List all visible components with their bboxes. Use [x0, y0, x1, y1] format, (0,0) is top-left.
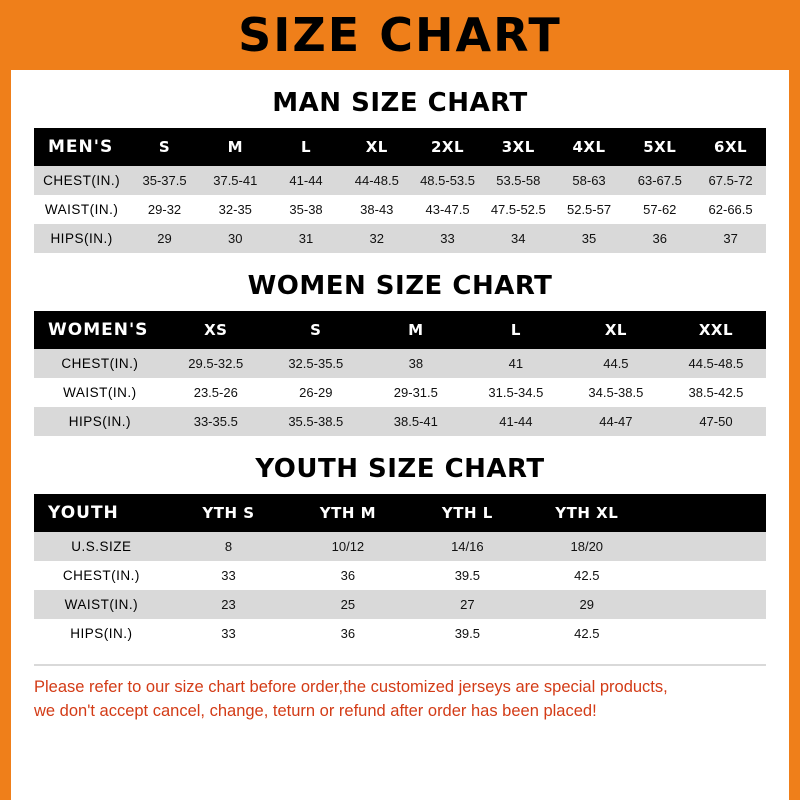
cell: 27	[408, 590, 527, 619]
cell: 47-50	[666, 407, 766, 436]
cell: 33	[169, 561, 288, 590]
cell: 36	[288, 561, 407, 590]
column-header: XXL	[666, 311, 766, 349]
column-header: 4XL	[554, 128, 625, 166]
cell-empty	[647, 561, 767, 590]
column-header: XL	[341, 128, 412, 166]
column-header: 5XL	[624, 128, 695, 166]
cell: 31	[271, 224, 342, 253]
row-label: WAIST(IN.)	[34, 378, 166, 407]
row-label: WAIST(IN.)	[34, 195, 129, 224]
table-row	[34, 407, 766, 436]
section-title-women: WOMEN SIZE CHART	[247, 271, 553, 301]
column-header: XL	[566, 311, 666, 349]
row-label: HIPS(IN.)	[34, 619, 169, 648]
cell: 14/16	[408, 532, 527, 561]
cell: 8	[169, 532, 288, 561]
men-size-table	[34, 128, 766, 253]
cell: 32.5-35.5	[266, 349, 366, 378]
cell: 44.5-48.5	[666, 349, 766, 378]
cell: 42.5	[527, 619, 646, 648]
cell: 53.5-58	[483, 166, 554, 195]
column-header: L	[466, 311, 566, 349]
content	[11, 88, 789, 724]
column-header: S	[266, 311, 366, 349]
cell: 38-43	[341, 195, 412, 224]
youth-size-table	[34, 494, 766, 648]
cell: 37	[695, 224, 766, 253]
table-row	[34, 166, 766, 195]
cell: 32-35	[200, 195, 271, 224]
cell: 44-48.5	[341, 166, 412, 195]
cell: 63-67.5	[624, 166, 695, 195]
table-row	[34, 619, 766, 648]
cell: 32	[341, 224, 412, 253]
cell: 58-63	[554, 166, 625, 195]
section-title-youth: YOUTH SIZE CHART	[255, 454, 545, 484]
cell: 26-29	[266, 378, 366, 407]
column-header: 2XL	[412, 128, 483, 166]
cell: 35-38	[271, 195, 342, 224]
page-title: SIZE CHART	[238, 8, 562, 62]
column-header: YOUTH	[34, 494, 169, 532]
table-row	[34, 224, 766, 253]
column-header: MEN'S	[34, 128, 129, 166]
cell-empty	[647, 532, 767, 561]
column-header: M	[200, 128, 271, 166]
cell: 29-32	[129, 195, 200, 224]
cell: 38.5-42.5	[666, 378, 766, 407]
table-header-row	[34, 128, 766, 166]
cell: 37.5-41	[200, 166, 271, 195]
footer-note-line-2: we don't accept cancel, change, teturn or refund after order has been placed!	[34, 701, 597, 720]
table-row	[34, 561, 766, 590]
table-row	[34, 195, 766, 224]
cell: 48.5-53.5	[412, 166, 483, 195]
cell: 36	[288, 619, 407, 648]
cell: 41-44	[271, 166, 342, 195]
cell: 36	[624, 224, 695, 253]
row-label: U.S.SIZE	[34, 532, 169, 561]
column-header: 6XL	[695, 128, 766, 166]
women-size-table	[34, 311, 766, 436]
cell: 42.5	[527, 561, 646, 590]
column-header-empty	[647, 494, 767, 532]
cell: 52.5-57	[554, 195, 625, 224]
cell: 44-47	[566, 407, 666, 436]
cell: 10/12	[288, 532, 407, 561]
table-row	[34, 532, 766, 561]
cell: 30	[200, 224, 271, 253]
cell: 29	[129, 224, 200, 253]
cell: 39.5	[408, 561, 527, 590]
cell-empty	[647, 619, 767, 648]
cell-empty	[647, 590, 767, 619]
column-header: YTH S	[169, 494, 288, 532]
cell: 34	[483, 224, 554, 253]
column-header: L	[271, 128, 342, 166]
cell: 23	[169, 590, 288, 619]
column-header: XS	[166, 311, 266, 349]
table-row	[34, 349, 766, 378]
cell: 38.5-41	[366, 407, 466, 436]
column-header: M	[366, 311, 466, 349]
footer-note-line-1: Please refer to our size chart before order,the customized jerseys are special products,	[34, 678, 668, 696]
cell: 62-66.5	[695, 195, 766, 224]
footer-note	[34, 664, 766, 724]
column-header: YTH M	[288, 494, 407, 532]
cell: 34.5-38.5	[566, 378, 666, 407]
row-label: HIPS(IN.)	[34, 407, 166, 436]
cell: 44.5	[566, 349, 666, 378]
column-header: YTH XL	[527, 494, 646, 532]
cell: 25	[288, 590, 407, 619]
cell: 41	[466, 349, 566, 378]
table-row	[34, 590, 766, 619]
cell: 38	[366, 349, 466, 378]
table-header-row	[34, 311, 766, 349]
cell: 33-35.5	[166, 407, 266, 436]
cell: 31.5-34.5	[466, 378, 566, 407]
row-label: HIPS(IN.)	[34, 224, 129, 253]
column-header: S	[129, 128, 200, 166]
row-label: CHEST(IN.)	[34, 561, 169, 590]
cell: 43-47.5	[412, 195, 483, 224]
row-label: CHEST(IN.)	[34, 349, 166, 378]
cell: 35-37.5	[129, 166, 200, 195]
banner	[0, 0, 800, 70]
cell: 29.5-32.5	[166, 349, 266, 378]
cell: 67.5-72	[695, 166, 766, 195]
table-row	[34, 378, 766, 407]
cell: 29-31.5	[366, 378, 466, 407]
cell: 18/20	[527, 532, 646, 561]
column-header: YTH L	[408, 494, 527, 532]
cell: 33	[169, 619, 288, 648]
cell: 57-62	[624, 195, 695, 224]
cell: 33	[412, 224, 483, 253]
cell: 29	[527, 590, 646, 619]
cell: 39.5	[408, 619, 527, 648]
cell: 35	[554, 224, 625, 253]
cell: 23.5-26	[166, 378, 266, 407]
column-header: WOMEN'S	[34, 311, 166, 349]
row-label: CHEST(IN.)	[34, 166, 129, 195]
cell: 35.5-38.5	[266, 407, 366, 436]
row-label: WAIST(IN.)	[34, 590, 169, 619]
cell: 47.5-52.5	[483, 195, 554, 224]
column-header: 3XL	[483, 128, 554, 166]
section-title-man: MAN SIZE CHART	[272, 88, 528, 118]
cell: 41-44	[466, 407, 566, 436]
table-header-row	[34, 494, 766, 532]
